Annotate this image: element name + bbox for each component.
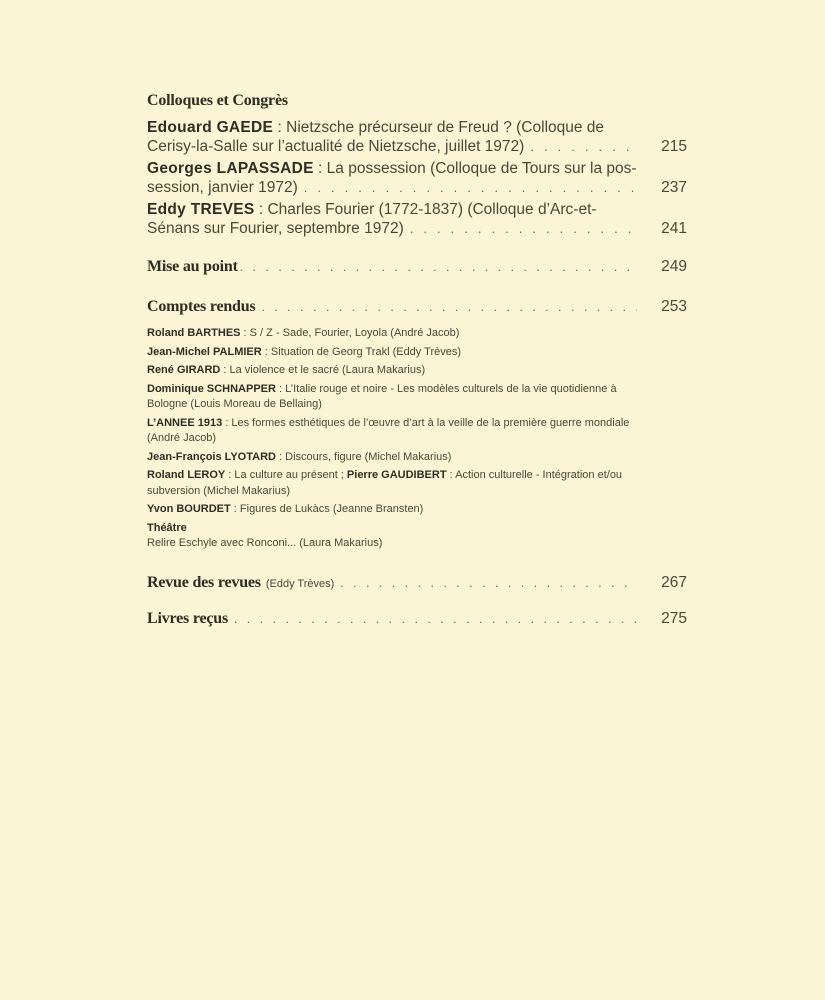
- toc-entry-gaede: [147, 118, 687, 156]
- dot-leader: [261, 299, 637, 315]
- subsection-heading: Théâtre: [147, 521, 187, 534]
- entry-title: : Charles Fourier (1772-1837) (Colloque d’Arc-et-: [254, 201, 597, 218]
- toc-entry-revue-des-revues: [147, 573, 687, 592]
- section-credit: (Eddy Trèves): [265, 577, 335, 590]
- entry-author: Edouard GAEDE: [147, 119, 274, 136]
- review-item: [147, 326, 643, 342]
- review-text: : Les formes esthétiques de l’œuvre d’art à la veille de la première guerre mondiale (André Jacob): [147, 416, 630, 444]
- section-title-comptes-rendus: Comptes rendus: [147, 298, 256, 315]
- review-text: : La violence et le sacré (Laura Makarius): [220, 364, 426, 376]
- review-author: L’ANNEE 1913: [147, 416, 223, 429]
- review-text: : Figures de Lukàcs (Jeanne Bransten): [230, 503, 424, 515]
- section-title-revue-des-revues: Revue des revues: [147, 573, 261, 591]
- dot-leader: [240, 259, 637, 275]
- page-number: 237: [661, 179, 687, 196]
- review-item: [147, 363, 643, 379]
- toc-entry-mise-au-point: [147, 258, 687, 276]
- dot-leader: [304, 178, 637, 197]
- review-author: Roland BARTHES: [147, 327, 241, 339]
- page-number: 249: [661, 258, 687, 275]
- entry-title-cont: session, janvier 1972): [147, 179, 298, 196]
- review-author: Yvon BOURDET: [147, 503, 231, 515]
- review-item: [147, 450, 643, 466]
- review-author: Jean-Michel PALMIER: [147, 345, 262, 358]
- review-text: : Discours, figure (Michel Makarius): [275, 450, 452, 463]
- page-number: 241: [661, 220, 687, 237]
- page-number: 267: [661, 573, 687, 591]
- review-author: Pierre GAUDIBERT: [346, 469, 447, 481]
- page-number: 215: [661, 138, 687, 155]
- toc-entry-livres-recus: [147, 609, 687, 628]
- review-author: Jean-François LYOTARD: [147, 450, 276, 463]
- section-title-mise-au-point: Mise au point: [147, 258, 238, 275]
- review-text: : Situation de Georg Trakl (Eddy Trèves): [261, 345, 462, 358]
- dot-leader: [234, 611, 637, 627]
- entry-title: : Nietzsche précurseur de Freud ? (Colloque de: [273, 119, 605, 136]
- section-title-livres-recus: Livres reçus: [147, 609, 228, 627]
- theatre-heading: [147, 521, 643, 537]
- entry-title-cont: Sénans sur Fourier, septembre 1972): [147, 220, 404, 237]
- dot-leader: [340, 575, 637, 591]
- table-of-contents: [147, 92, 687, 628]
- entry-author: Eddy TREVES: [147, 201, 255, 218]
- entry-author: Georges LAPASSADE: [147, 160, 314, 177]
- page-number: 275: [661, 609, 687, 627]
- review-text: : Action culturelle - Intégration et/ou subversion (Michel Makarius): [147, 469, 623, 497]
- review-item: [147, 382, 643, 413]
- review-text: : La culture au présent ;: [225, 469, 347, 481]
- dot-leader: [410, 219, 637, 238]
- review-author: René GIRARD: [147, 364, 221, 376]
- review-item: [147, 345, 643, 361]
- toc-entry-lapassade: [147, 159, 687, 197]
- review-author: Roland LEROY: [147, 469, 226, 481]
- review-item: [147, 416, 643, 447]
- toc-entry-treves: [147, 200, 687, 238]
- review-text: : L’Italie rouge et noire - Les modèles culturels de la vie quotidienne à Bologne (Louis Moreau de Bellaing): [147, 382, 617, 410]
- review-text: : S / Z - Sade, Fourier, Loyola (André Jacob): [240, 327, 460, 339]
- review-author: Dominique SCHNAPPER: [147, 382, 276, 395]
- entry-title: : La possession (Colloque de Tours sur la pos-: [313, 160, 637, 177]
- page-number: 253: [661, 298, 687, 315]
- toc-entry-comptes-rendus: [147, 298, 687, 316]
- review-item: [147, 468, 643, 499]
- review-item: [147, 502, 643, 518]
- entry-title-cont: Cerisy-la-Salle sur l’actualité de Nietzsche, juillet 1972): [147, 138, 525, 155]
- dot-leader: [530, 137, 637, 156]
- section-title-colloques: Colloques et Congrès: [147, 92, 288, 109]
- theatre-item: Relire Eschyle avec Ronconi... (Laura Makarius): [147, 537, 383, 549]
